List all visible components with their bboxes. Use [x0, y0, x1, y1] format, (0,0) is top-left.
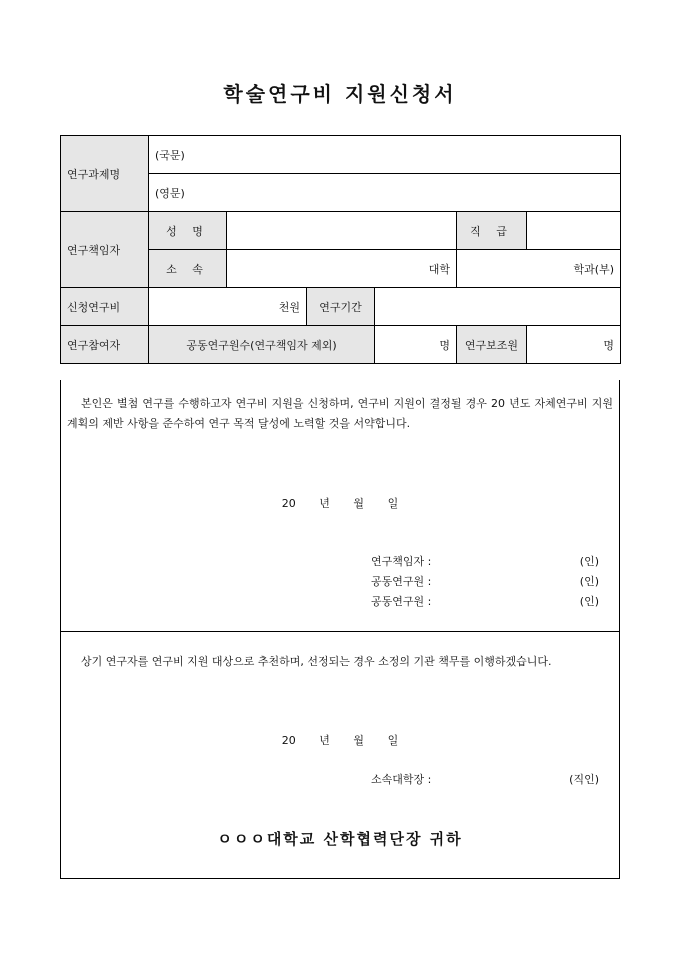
recommendation-date	[61, 732, 619, 748]
signature-row[interactable]	[371, 770, 599, 790]
co-researcher-count-field[interactable]	[375, 326, 457, 364]
seal-mark: (인)	[579, 575, 599, 588]
recommendation-date-day-unit: 일	[387, 734, 399, 747]
pi-label: 연구책임자	[61, 212, 149, 288]
project-title-english-field[interactable]: (영문)	[149, 174, 621, 212]
dean-signature	[371, 770, 599, 790]
signature-row[interactable]	[371, 592, 599, 612]
co-researcher-unit: 명	[439, 338, 450, 352]
pi-department-field[interactable]	[457, 250, 621, 288]
period-label: 연구기간	[307, 288, 375, 326]
pledge-date	[61, 495, 619, 511]
budget-label: 신청연구비	[61, 288, 149, 326]
seal-mark: (인)	[579, 555, 599, 568]
department-suffix: 학과(부)	[573, 262, 614, 276]
pledge-section	[60, 380, 620, 632]
form-title: 학술연구비 지원신청서	[223, 82, 457, 106]
budget-amount-field[interactable]	[149, 288, 307, 326]
participants-label: 연구참여자	[61, 326, 149, 364]
recommendation-date-month-unit: 월	[353, 734, 365, 747]
recommendation-date-year: 20	[281, 734, 296, 747]
pledge-date-month-unit: 월	[353, 497, 365, 510]
recommendation-section	[60, 631, 620, 879]
period-field[interactable]	[375, 288, 621, 326]
signer-role: 소속대학장 :	[371, 773, 432, 786]
pi-university-field[interactable]	[227, 250, 457, 288]
seal-mark: (직인)	[569, 773, 599, 786]
recommendation-date-year-unit: 년	[319, 734, 330, 747]
pledge-text: 본인은 별첨 연구를 수행하고자 연구비 지원을 신청하며, 연구비 지원이 결정될 경우 20 년도 자체연구비 지원계획의 제반 사항을 준수하여 연구 목적 달성에 노력할 것을 서약합니다.	[67, 397, 613, 430]
assistant-label: 연구보조원	[457, 326, 527, 364]
co-researcher-count-label: 공동연구원수(연구책임자 제외)	[149, 326, 375, 364]
project-title-korean-field[interactable]: (국문)	[149, 136, 621, 174]
university-suffix: 대학	[428, 262, 450, 276]
pledge-date-year-unit: 년	[319, 497, 330, 510]
recommendation-text: 상기 연구자를 연구비 지원 대상으로 추천하며, 선정되는 경우 소정의 기관 책무를 이행하겠습니다.	[81, 655, 552, 668]
pledge-date-day-unit: 일	[387, 497, 399, 510]
pi-name-field[interactable]	[227, 212, 457, 250]
pi-rank-label: 직 급	[457, 212, 527, 250]
project-title-label: 연구과제명	[61, 136, 149, 212]
seal-mark: (인)	[579, 595, 599, 608]
pledge-signatures	[371, 552, 599, 612]
pi-name-label: 성 명	[149, 212, 227, 250]
signature-row[interactable]	[371, 552, 599, 572]
assistant-unit: 명	[603, 338, 614, 352]
assistant-count-field[interactable]	[527, 326, 621, 364]
pi-affiliation-label: 소 속	[149, 250, 227, 288]
budget-unit: 천원	[278, 300, 300, 314]
signer-role: 연구책임자 :	[371, 555, 432, 568]
addressee: ㅇㅇㅇ대학교 산학협력단장 귀하	[217, 830, 463, 848]
signer-role: 공동연구원 :	[371, 595, 432, 608]
pledge-date-year: 20	[281, 497, 296, 510]
pi-rank-field[interactable]	[527, 212, 621, 250]
signature-row[interactable]	[371, 572, 599, 592]
application-table	[60, 135, 621, 364]
signer-role: 공동연구원 :	[371, 575, 432, 588]
